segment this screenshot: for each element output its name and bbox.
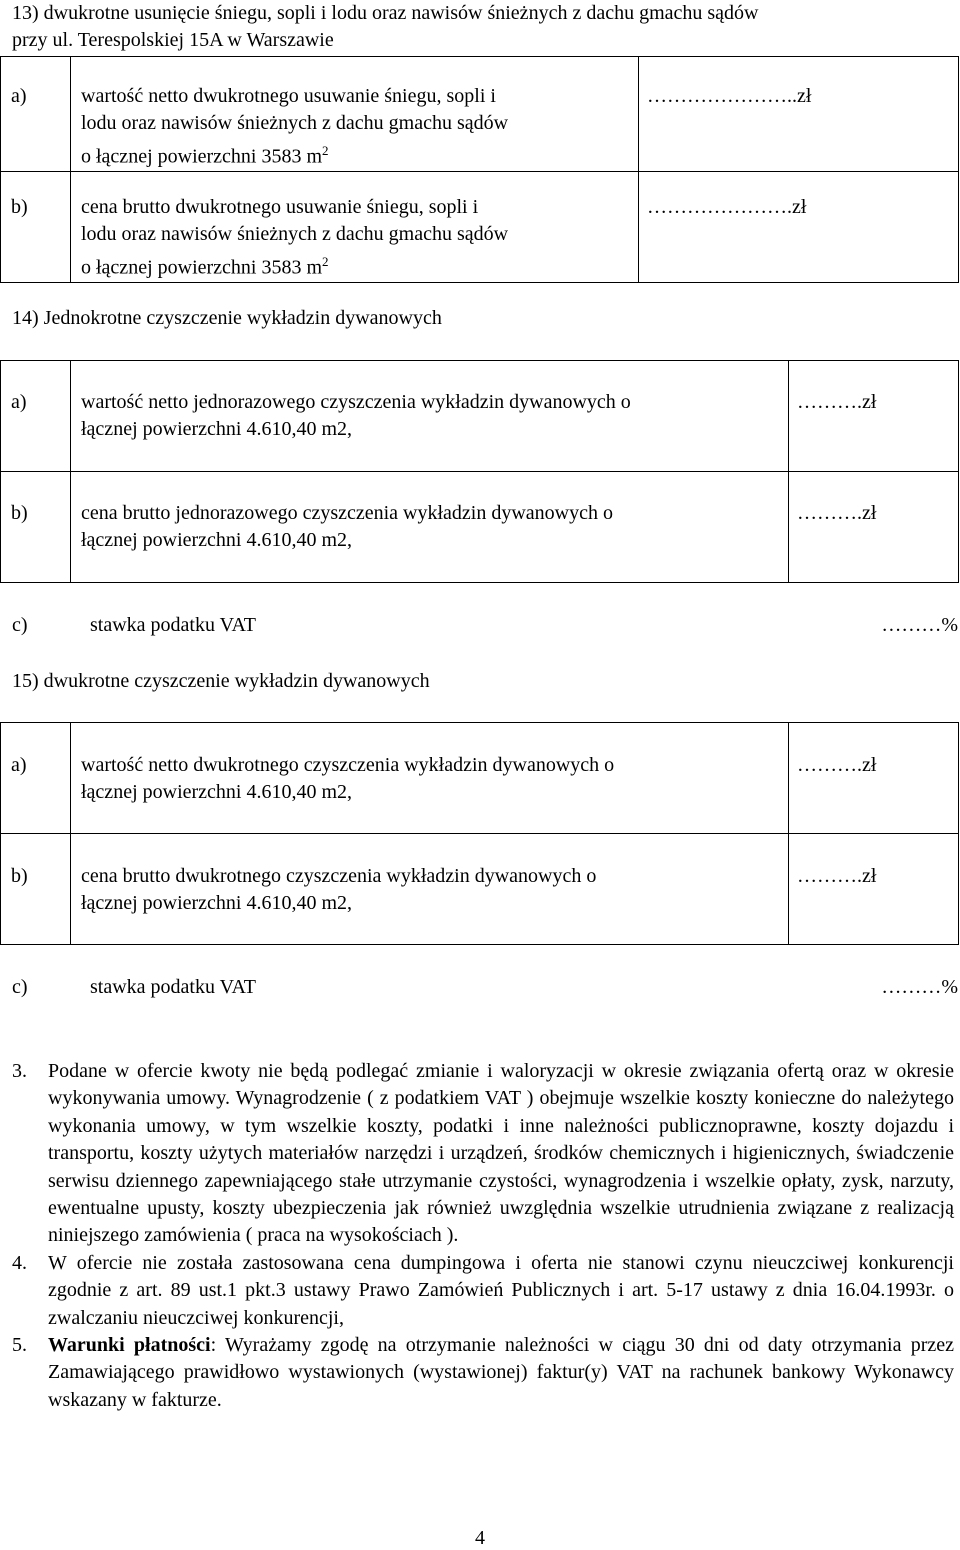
row-label: a) bbox=[1, 57, 71, 172]
row-label: b) bbox=[1, 834, 71, 945]
list-item bbox=[12, 1250, 954, 1332]
vat-value-field[interactable]: ………% bbox=[881, 614, 958, 636]
desc-line: łącznej powierzchni 4.610,40 m2, bbox=[81, 781, 353, 803]
superscript: 2 bbox=[322, 254, 329, 269]
row-label: b) bbox=[1, 472, 71, 583]
row-description bbox=[71, 172, 639, 283]
value-field[interactable]: …………………..zł bbox=[639, 57, 959, 172]
table-row bbox=[1, 472, 959, 583]
vat-value-field[interactable]: ………% bbox=[881, 976, 958, 998]
row-description bbox=[71, 361, 789, 472]
list-number: 3. bbox=[12, 1060, 27, 1082]
row-description bbox=[71, 57, 639, 172]
row-label: c) bbox=[12, 976, 28, 998]
desc-line: lodu oraz nawisów śnieżnych z dachu gmachu sądów bbox=[81, 223, 509, 245]
table-row bbox=[1, 172, 959, 283]
row-description bbox=[71, 723, 789, 834]
paragraph-text bbox=[48, 1332, 954, 1414]
value-field[interactable]: ……….zł bbox=[789, 472, 959, 583]
list-item bbox=[12, 1058, 954, 1250]
section-13-title bbox=[12, 0, 758, 54]
desc-line bbox=[81, 137, 638, 171]
value-field[interactable]: ……….zł bbox=[789, 834, 959, 945]
table-row bbox=[1, 57, 959, 172]
desc-line: cena brutto jednorazowego czyszczenia wykładzin dywanowych o bbox=[81, 502, 614, 524]
table-row bbox=[1, 361, 959, 472]
desc-line: łącznej powierzchni 4.610,40 m2, bbox=[81, 529, 353, 551]
section-13-title-line2: przy ul. Terespolskiej 15A w Warszawie bbox=[12, 29, 334, 51]
table-row bbox=[1, 723, 959, 834]
section-15-table bbox=[0, 722, 959, 945]
list-number: 4. bbox=[12, 1251, 27, 1274]
desc-line: wartość netto jednorazowego czyszczenia wykładzin dywanowych o bbox=[81, 391, 631, 413]
section-13-title-line1: 13) dwukrotne usunięcie śniegu, sopli i lodu oraz nawisów śnieżnych z dachu gmachu sądów bbox=[12, 2, 759, 24]
desc-line: łącznej powierzchni 4.610,40 m2, bbox=[81, 418, 353, 440]
row-description bbox=[71, 834, 789, 945]
row-label: b) bbox=[1, 172, 71, 283]
list-item bbox=[12, 1332, 954, 1414]
terms-list bbox=[12, 1058, 954, 1414]
page-number: 4 bbox=[475, 1527, 485, 1549]
table-row bbox=[1, 834, 959, 945]
bold-term: Warunki płatności bbox=[48, 1334, 211, 1357]
desc-line: wartość netto dwukrotnego czyszczenia wykładzin dywanowych o bbox=[81, 754, 615, 776]
desc-text: o łącznej powierzchni 3583 m bbox=[81, 145, 323, 168]
desc-text: o łącznej powierzchni 3583 m bbox=[81, 256, 323, 279]
section-15-title: 15) dwukrotne czyszczenie wykładzin dywanowych bbox=[12, 670, 430, 692]
desc-line: wartość netto dwukrotnego usuwanie śniegu, sopli i bbox=[81, 85, 496, 107]
value-field[interactable]: ……….zł bbox=[789, 723, 959, 834]
section-14-vat-row bbox=[0, 612, 958, 639]
row-label: a) bbox=[1, 723, 71, 834]
desc-line: łącznej powierzchni 4.610,40 m2, bbox=[81, 892, 353, 914]
section-14-title: 14) Jednokrotne czyszczenie wykładzin dywanowych bbox=[12, 307, 442, 329]
paragraph-text: W ofercie nie została zastosowana cena dumpingowa i oferta nie stanowi czynu nieuczciwej konkurencji zgodnie z art. 89 ust.1 pkt.3 ustawy Prawo Zamówień Publicznych i art. 5-17 ustawy z dnia 16.04.1993r. o zwalczaniu nieuczciwej konkurencji, bbox=[48, 1251, 954, 1329]
superscript: 2 bbox=[322, 143, 329, 158]
row-label: a) bbox=[1, 361, 71, 472]
desc-line: cena brutto dwukrotnego usuwanie śniegu, sopli i bbox=[81, 196, 479, 218]
section-13-table bbox=[0, 56, 959, 283]
vat-label: stawka podatku VAT bbox=[90, 614, 256, 636]
row-label: c) bbox=[12, 614, 28, 636]
list-number: 5. bbox=[12, 1334, 27, 1357]
section-15-vat-row bbox=[0, 974, 958, 1001]
section-14-table bbox=[0, 360, 959, 583]
desc-line bbox=[81, 248, 638, 282]
paragraph-text: Podane w ofercie kwoty nie będą podlegać zmianie i waloryzacji w okresie związania ofertą oraz w okresie wykonywania umowy. Wynagrodzenie ( z podatkiem VAT ) obejmuje wszelkie koszty konieczne do należytego wykonania umowy, w tym wszelkie koszty, podatki i inne należności publicznoprawne, koszty dojazdu i transportu, koszty użytych materiałów narzędzi i urządzeń, środków chemicznych i higienicznych, świadczenie serwisu dziennego zapewniającego stałe utrzymanie czystości, wynagrodzenia i wszelkie opłaty, zysk, narzuty, ewentualne upusty, koszty ubezpieczenia jak również uwzględnia wszelkie utrudnienia związane z realizacją niniejszego zamówienia ( praca na wysokościach ). bbox=[48, 1060, 954, 1247]
row-description bbox=[71, 472, 789, 583]
vat-label: stawka podatku VAT bbox=[90, 976, 256, 998]
value-field[interactable]: ……….zł bbox=[789, 361, 959, 472]
value-field[interactable]: ………………….zł bbox=[639, 172, 959, 283]
desc-line: lodu oraz nawisów śnieżnych z dachu gmachu sądów bbox=[81, 112, 509, 134]
desc-line: cena brutto dwukrotnego czyszczenia wykładzin dywanowych o bbox=[81, 865, 597, 887]
paragraph-rest: : Wyrażamy zgodę na otrzymanie należności w ciągu 30 dni od daty otrzymania przez Zamawiającego prawidłowo wystawionych (wystawionej) faktur(y) VAT na rachunek bankowy Wykonawcy wskazany w fakturze. bbox=[48, 1334, 954, 1411]
